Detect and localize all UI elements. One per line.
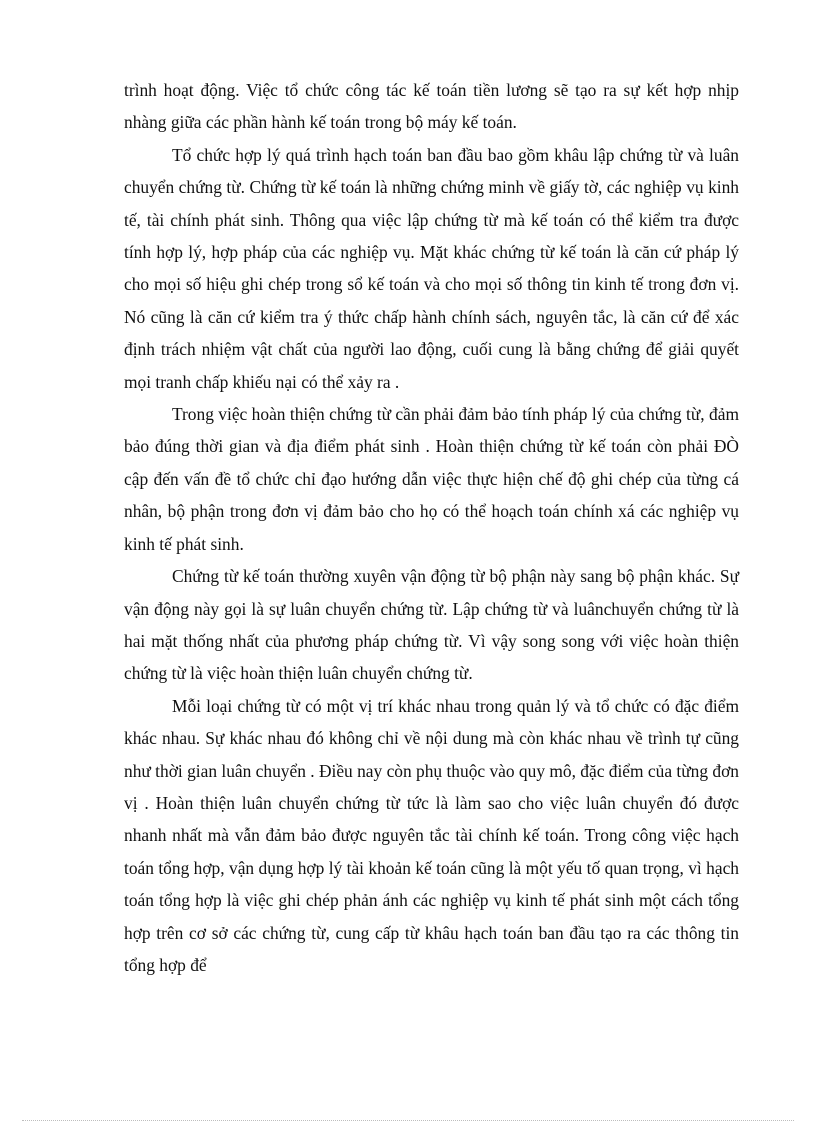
paragraph-continuation: trình hoạt động. Việc tổ chức công tác kế toán tiền lương sẽ tạo ra sự kết hợp nhịp nhàng giữa các phần hành kế toán trong bộ máy kế toán.: [124, 80, 739, 133]
paragraph-voucher-completion: Trong việc hoàn thiện chứng từ cần phải đảm bảo tính pháp lý của chứng từ, đảm bảo đúng thời gian và địa điểm phát sinh . Hoàn thiện chứng từ kế toán còn phải ĐÒ cập đến vấn đề tổ chức chỉ đạo hướng dẫn việc thực hiện chế độ ghi chép của từng cá nhân, bộ phận trong đơn vị đảm bảo cho họ có thể hoạch toán chính xá các nghiệp vụ kinh tế phát sinh.: [124, 404, 739, 554]
paragraph-initial-accounting: Tổ chức hợp lý quá trình hạch toán ban đầu bao gồm khâu lập chứng từ và luân chuyển chứng từ. Chứng từ kế toán là những chứng minh về giấy tờ, các nghiệp vụ kinh tế, tài chính phát sinh. Thông qua việc lập chứng từ mà kế toán có thể kiểm tra được tính hợp lý, hợp pháp của các nghiệp vụ. Mặt khác chứng từ kế toán là căn cứ pháp lý cho mọi số hiệu ghi chép trong sổ kế toán và cho mọi số thông tin kinh tế trong đơn vị. Nó cũng là căn cứ kiểm tra ý thức chấp hành chính sách, nguyên tắc, là căn cứ để xác định trách nhiệm vật chất của người lao động, cuối cung là bằng chứng để giải quyết mọi tranh chấp khiếu nại có thể xảy ra .: [124, 144, 739, 392]
paragraph-voucher-circulation: Chứng từ kế toán thường xuyên vận động từ bộ phận này sang bộ phận khác. Sự vận động này gọi là sự luân chuyển chứng từ. Lập chứng từ và luânchuyển chứng từ là hai mặt thống nhất của phương pháp chứng từ. Vì vậy song song với việc hoàn thiện chứng từ là việc hoàn thiện luân chuyển chứng từ.: [124, 566, 739, 684]
page-bottom-divider: [22, 1120, 794, 1121]
paragraph-voucher-types: Mỗi loại chứng từ có một vị trí khác nhau trong quản lý và tổ chức có đặc điểm khác nhau. Sự khác nhau đó không chỉ về nội dung mà còn khác nhau về trình tự cũng như thời gian luân chuyển . Điều nay còn phụ thuộc vào quy mô, đặc điểm của từng đơn vị . Hoàn thiện luân chuyển chứng từ tức là làm sao cho việc luân chuyển đó được nhanh nhất mà vẫn đảm bảo được nguyên tắc tài chính kế toán. Trong công việc hạch toán tổng hợp, vận dụng hợp lý tài khoản kế toán cũng là một yếu tố quan trọng, vì hạch toán tổng hợp là việc ghi chép phản ánh các nghiệp vụ kinh tế phát sinh một cách tổng hợp trên cơ sở các chứng từ, cung cấp từ khâu hạch toán ban đầu tạo ra các thông tin tổng hợp để: [124, 695, 739, 975]
document-body: [124, 74, 739, 981]
